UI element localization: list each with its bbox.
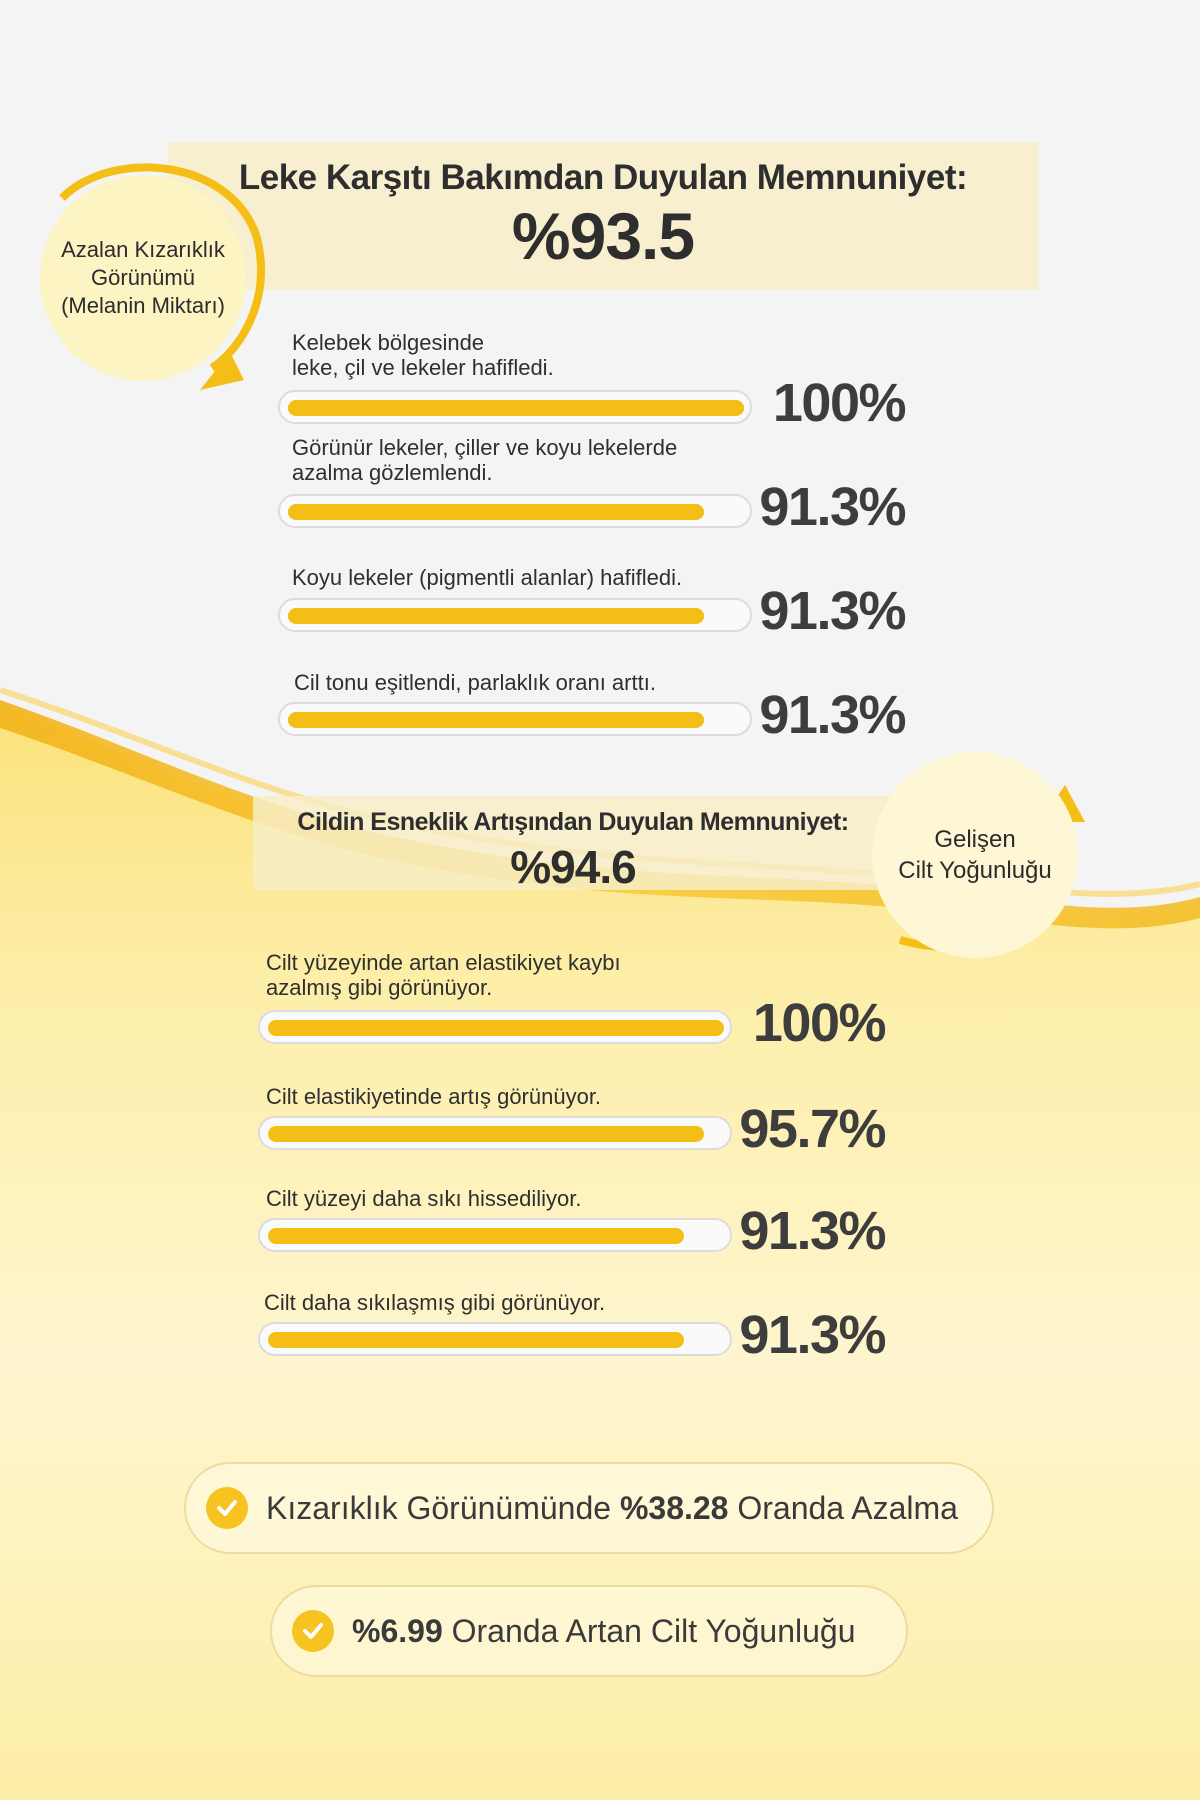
section1-value: %93.5 xyxy=(511,199,695,273)
progress-fill xyxy=(288,712,704,728)
badge-line: Azalan Kızarıklık xyxy=(61,237,225,262)
check-icon xyxy=(292,1610,334,1652)
progress-fill xyxy=(268,1228,684,1244)
item-label: Cil tonu eşitlendi, parlaklık oranı arttı. xyxy=(294,670,656,695)
badge-density xyxy=(872,752,1078,958)
progress-track xyxy=(258,1218,732,1252)
percent-value: 95.7% xyxy=(739,1099,885,1159)
progress-fill xyxy=(268,1126,704,1142)
highlight-density xyxy=(270,1585,908,1677)
badge-line: (Melanin Miktarı) xyxy=(61,293,225,318)
section2-title: Cildin Esneklik Artışından Duyulan Memnuniyet: xyxy=(297,808,849,836)
progress-fill xyxy=(288,504,704,520)
progress-track xyxy=(258,1116,732,1150)
item-label: Cilt elastikiyetinde artış görünüyor. xyxy=(266,1084,602,1109)
progress-fill xyxy=(288,400,744,416)
progress-track xyxy=(278,390,752,424)
badge-redness xyxy=(40,175,246,381)
badge-line: Görünümü xyxy=(91,265,195,290)
progress-track xyxy=(278,494,752,528)
percent-value: 91.3% xyxy=(739,1201,885,1261)
item-label: Kelebek bölgesinde leke, çil ve lekeler hafifledi. xyxy=(292,330,554,380)
progress-fill xyxy=(268,1332,684,1348)
item-label: Görünür lekeler, çiller ve koyu lekelerde azalma gözlemlendi. xyxy=(292,435,678,485)
progress-track xyxy=(278,702,752,736)
section2-value: %94.6 xyxy=(510,841,636,893)
percent-value: 91.3% xyxy=(759,581,905,641)
highlight-redness xyxy=(184,1462,994,1554)
badge-line: Gelişen xyxy=(934,826,1016,853)
progress-track xyxy=(258,1322,732,1356)
percent-value: 91.3% xyxy=(759,685,905,745)
percent-value: 91.3% xyxy=(759,477,905,537)
check-icon xyxy=(206,1487,248,1529)
item-label: Cilt yüzeyinde artan elastikiyet kaybı azalmış gibi görünüyor. xyxy=(266,950,621,1000)
item-label: Cilt daha sıkılaşmış gibi görünüyor. xyxy=(264,1290,606,1315)
percent-value: 100% xyxy=(752,993,885,1053)
progress-fill xyxy=(268,1020,724,1036)
highlight-text: %6.99 Oranda Artan Cilt Yoğunluğu xyxy=(352,1612,856,1649)
progress-track xyxy=(278,598,752,632)
percent-value: 91.3% xyxy=(739,1305,885,1365)
progress-track xyxy=(258,1010,732,1044)
section1-title: Leke Karşıtı Bakımdan Duyulan Memnuniyet: xyxy=(238,158,968,197)
item-label: Koyu lekeler (pigmentli alanlar) hafifledi. xyxy=(292,565,683,590)
item-label: Cilt yüzeyi daha sıkı hissediliyor. xyxy=(266,1186,582,1211)
highlight-text: Kızarıklık Görünümünde %38.28 Oranda Azalma xyxy=(266,1489,958,1526)
badge-line: Cilt Yoğunluğu xyxy=(898,857,1052,884)
progress-fill xyxy=(288,608,704,624)
percent-value: 100% xyxy=(772,373,905,433)
